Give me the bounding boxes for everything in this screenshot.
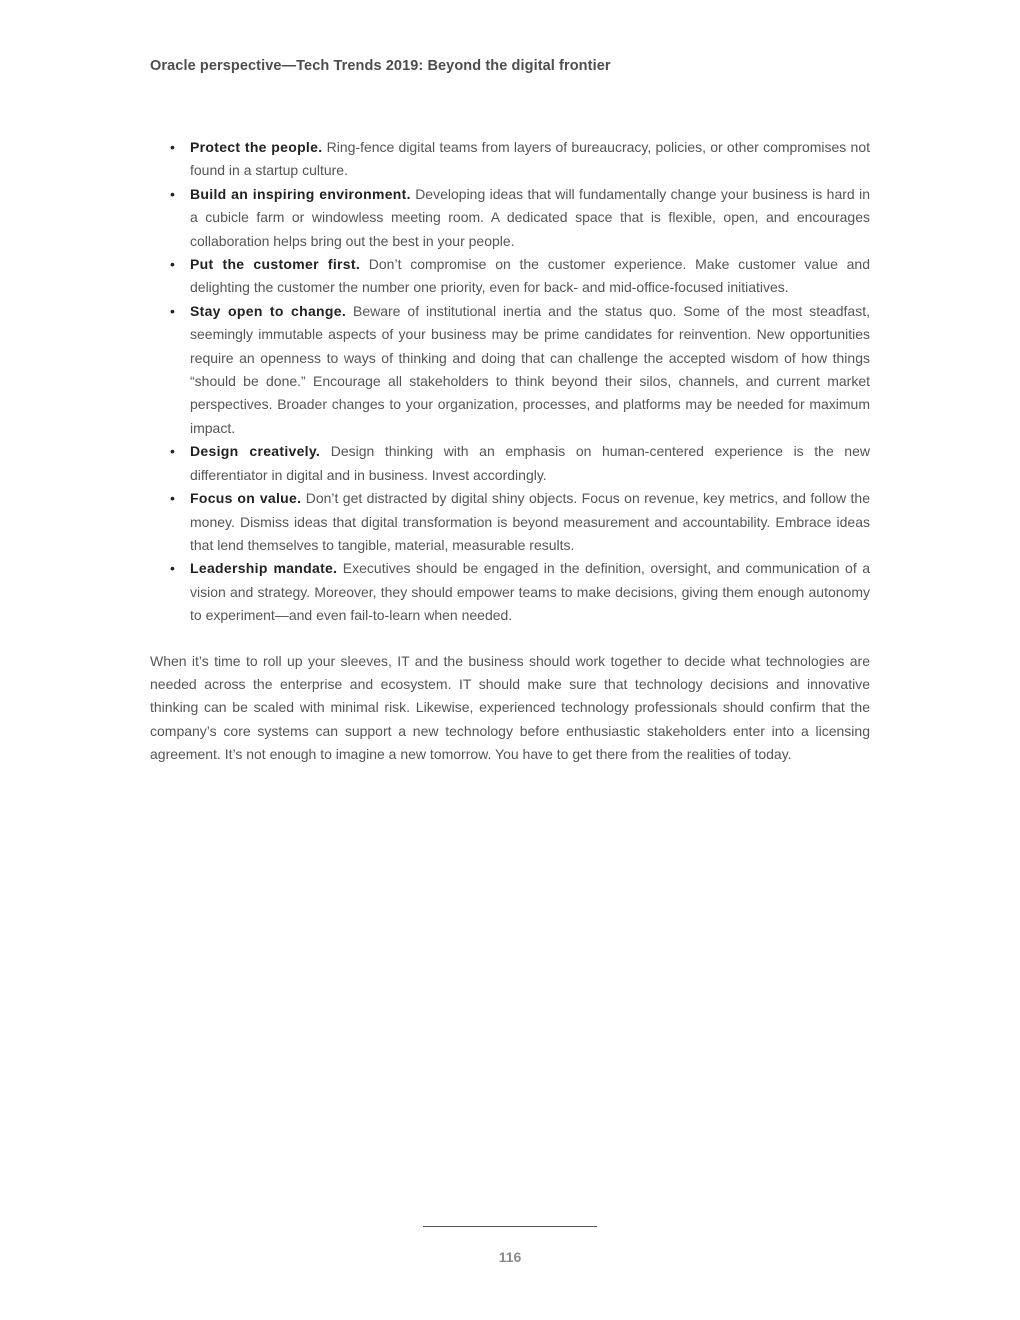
list-item-lead: Focus on value. [190, 490, 302, 507]
list-item [150, 136, 870, 183]
bullet-icon: • [170, 185, 175, 202]
list-item-text: Ring-fence digital teams from layers of bureaucracy, policies, or other compromises not found in a startup culture. [190, 139, 870, 179]
list-item-lead: Design creatively. [190, 443, 321, 460]
list-item [150, 300, 870, 440]
bullet-icon: • [170, 139, 175, 155]
list-item-lead: Leadership mandate. [190, 560, 338, 577]
list-item-text: Design thinking with an emphasis on human-centered experience is the new differentiator in digital and in business. Invest accordingly. [190, 443, 870, 483]
list-item-text: Don’t get distracted by digital shiny objects. Focus on revenue, key metrics, and follow the money. Dismiss ideas that digital transformation is beyond measurement and accountability. Embrace ideas that lend themselves to tangible, material, measurable results. [190, 490, 870, 553]
list-item [150, 183, 870, 253]
page-content [150, 136, 870, 767]
closing-paragraph: When it’s time to roll up your sleeves, IT and the business should work together to decide what technologies are needed across the enterprise and ecosystem. IT should make sure that technology decisions and innovative thinking can be scaled with minimal risk. Likewise, experienced technology professionals should confirm that the company’s core systems can support a new technology before enthusiastic stakeholders enter into a licensing agreement. It’s not enough to imagine a new tomorrow. You have to get there from the realities of today. [150, 652, 870, 763]
list-item [150, 253, 870, 300]
list-item-text: Don’t compromise on the customer experience. Make customer value and delighting the customer the number one priority, even for back- and mid-office-focused initiatives. [190, 256, 870, 296]
list-item-lead: Build an inspiring environment. [190, 185, 411, 202]
list-item [150, 440, 870, 487]
list-item [150, 487, 870, 557]
page-number: 116 [498, 1249, 522, 1265]
bullet-icon: • [170, 256, 175, 273]
bullet-icon: • [170, 560, 175, 577]
list-item-lead: Put the customer first. [190, 256, 361, 273]
bullet-icon: • [170, 490, 175, 507]
footer-divider [423, 1226, 597, 1227]
list-item-text: Beware of institutional inertia and the status quo. Some of the most steadfast, seemingly immutable aspects of your business may be prime candidates for reinvention. New opportunities require an openness to ways of thinking and doing that can challenge the accepted wisdom of how things “should be done.” Encourage all stakeholders to think beyond their silos, channels, and current market perspectives. Broader changes to your organization, processes, and platforms may be needed for maximum impact. [190, 302, 870, 436]
running-header: Oracle perspective—Tech Trends 2019: Beyond the digital frontier [150, 58, 611, 74]
list-item-lead: Protect the people. [190, 139, 323, 155]
list-item-lead: Stay open to change. [190, 302, 347, 319]
list-item-text: Developing ideas that will fundamentally change your business is hard in a cubicle farm or windowless meeting room. A dedicated space that is flexible, open, and encourages collaboration helps bring out the best in your people. [190, 185, 870, 249]
list-item-text: Executives should be engaged in the definition, oversight, and communication of a vision and strategy. Moreover, they should empower teams to make decisions, giving them enough autonomy to experiment—and even fail-to-learn when needed. [190, 560, 870, 624]
bullet-icon: • [170, 443, 175, 460]
bullet-icon: • [170, 302, 175, 319]
list-item [150, 557, 870, 627]
recommendation-list [150, 136, 870, 628]
